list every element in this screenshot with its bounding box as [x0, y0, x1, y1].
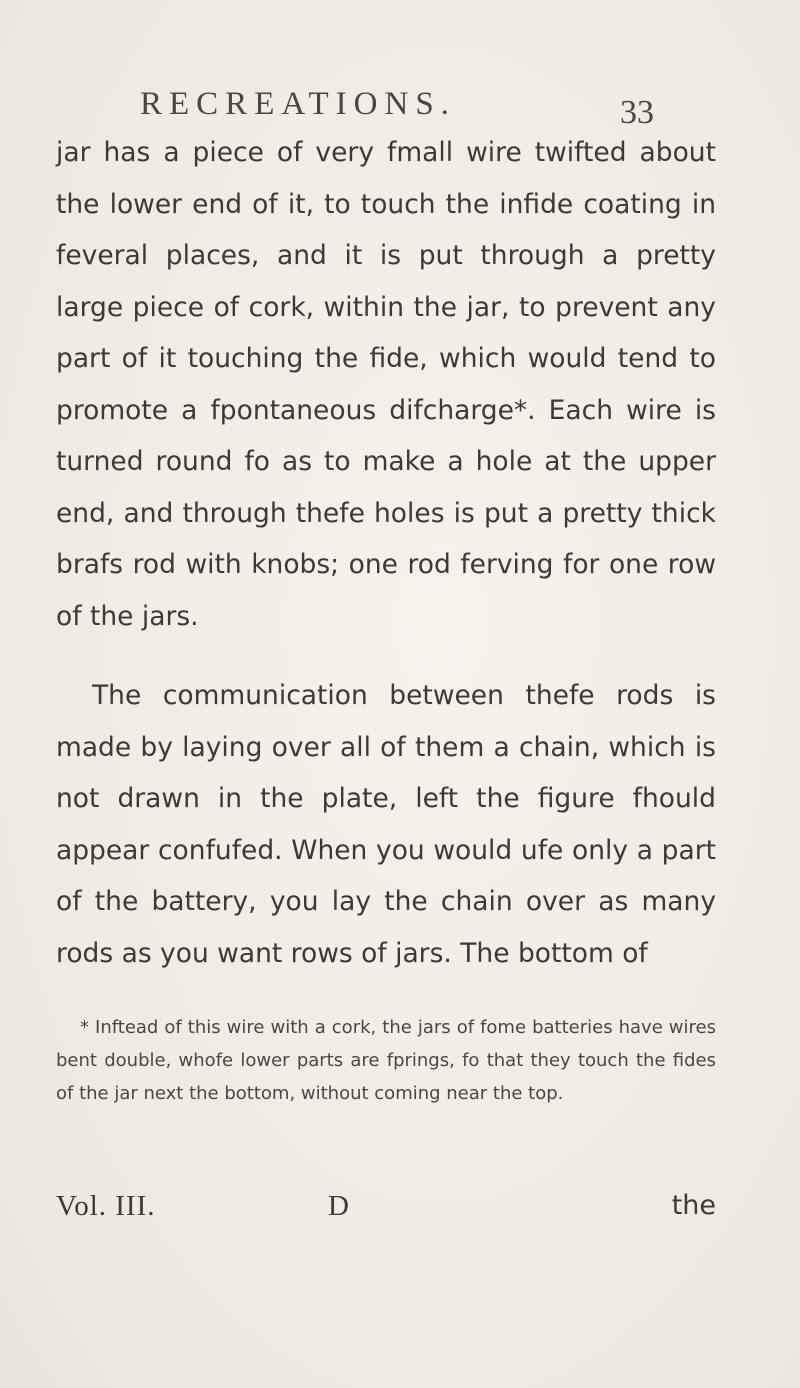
body-text	[56, 127, 716, 979]
paragraph-2: The communication between thefe rods is made by laying over all of them a chain, which is not drawn in the plate, left the figure fhould appear confufed. When you would ufe only a part of the battery, you lay the chain over as many rods as you want rows of jars. The bottom of	[56, 680, 716, 969]
running-head	[140, 86, 700, 131]
catchword: the	[671, 1190, 716, 1221]
signature-line	[56, 1190, 716, 1230]
running-title: RECREATIONS.	[140, 86, 456, 122]
paragraph-1: jar has a piece of very fmall wire twifted about the lower end of it, to touch the infide coating in feveral places, and it is put through a pretty large piece of cork, within the jar, to prevent any part of it touching the fide, which would tend to promote a fpontaneous difcharge*. Each wire is turned round fo as to make a hole at the upper end, and through thefe holes is put a pretty thick brafs rod with knobs; one rod ferving for one row of the jars.	[56, 137, 716, 632]
signature-mark: D	[328, 1190, 349, 1222]
volume-label: Vol. III.	[56, 1190, 156, 1222]
footnote: * Inftead of this wire with a cork, the jars of fome batteries have wires bent double, whofe lower parts are fprings, fo that they touch the fides of the jar next the bottom, without coming near the top.	[56, 1017, 716, 1104]
page-number: 33	[620, 94, 654, 131]
